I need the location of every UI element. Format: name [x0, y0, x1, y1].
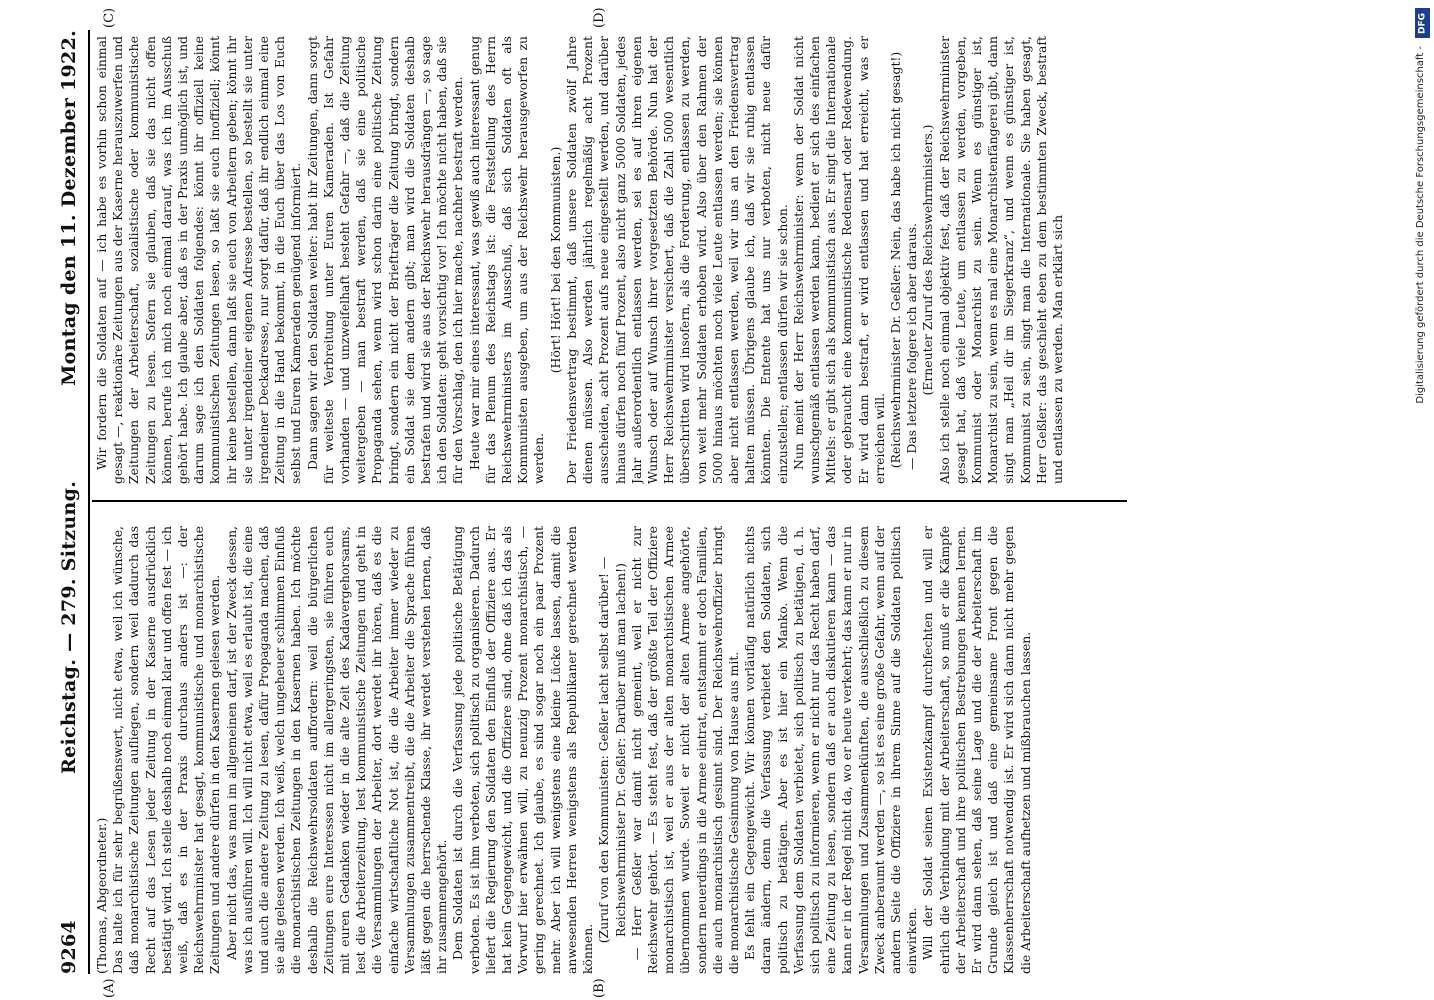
margin-letter-c: (C): [102, 7, 117, 28]
margin-letter-b: (B): [592, 978, 607, 998]
paragraph: — Herr Geßler war damit nicht gemeint, weil er nicht zur Reichswehr gehört. — Es steht fest, daß der größte Teil der Offiziere monarchistisch ist, weil er aus der alten monarchistischen Armee übernommen wurde. Soweit er nicht der alten Armee angehörte, sondern neuerdings in die Armee eintrat, entstammt er doch Familien, die auch monarchistisch gesinnt sind. Der Reichswehroffizier bringt die monarchistische Gesinnung von Hause aus mit.: [628, 526, 741, 974]
header-rule: [88, 30, 90, 974]
right-column: [94, 36, 1124, 484]
paragraph: (Thomas, Abgeordneter.): [94, 817, 109, 974]
interjection: (Zuruf von den Kommunisten: Geßler lacht selbst darüber! — Reichswehrminister Dr. Geßler: Darüber muß man lachen!): [596, 556, 628, 944]
interjection: (Hört! Hört! bei den Kommunisten.): [547, 146, 563, 374]
paragraph: Der Friedensvertrag bestimmt, daß unsere Soldaten zwölf Jahre dienen müssen. Also werden jährlich regelmäßig acht Prozent ausscheiden, acht Prozent aufs neue eingestellt werden, und darüber hinaus dürfen noch fünf Prozent, also nicht ganz 5000 Soldaten, jedes Jahr außerordentlich entlassen werden, sei es auf ihren eigenen Wunsch oder auf Wunsch ihrer vorgesetzten Behörde. Nun hat der Herr Reichswehrminister versichert, daß die Zahl 5000 wesentlich überschritten wird insofern, als die Forderung, entlassen zu werden, von weit mehr Soldaten erhoben wird. Also über den Rahmen der 5000 hinaus möchten noch viele Leute entlassen werden; sie können aber nicht entlassen werden, weil wir uns an den Friedensvertrag halten müssen. Übrigens glaube ich, daß wir sie ruhig entlassen könnten. Die Entente hat uns nur verboten, nicht neue dafür einzustellen; entlassen dürfen wir sie schon.: [563, 36, 790, 484]
paragraph: — Das letztere folgere ich aber daraus.: [904, 223, 920, 470]
newspaper-page: [52, 7, 1132, 998]
paragraph: Das halte ich für sehr begrüßenswert, nicht etwa, weil ich wünsche, daß monarchistische Zeitungen aufliegen, sondern weil dadurch das Recht auf das Lesen jeder Zeitung in der Kaserne ausdrücklich bestätigt wird. Ich stelle deshalb noch einmal klar und offen fest — ich weiß, daß es in der Praxis durchaus anders ist —: der Reichswehrminister hat gesagt, kommunistische und monarchistische Zeitungen und andere dürfen in den Kasernen gelesen werden.: [110, 526, 223, 974]
interjection: (Reichswehrminister Dr. Geßler: Nein, das habe ich nicht gesagt!): [887, 51, 903, 469]
session-date: Montag den 11. Dezember 1922.: [58, 30, 80, 386]
paragraph: Dann sagen wir den Soldaten weiter: habt ihr Zeitungen, dann sorgt für weiteste Verbreitung unter Euren Kameraden. Ist Gefahr vorhanden — und unzweifelhaft besteht Gefahr —, daß die Zeitung weitergeben — man bestraft werden, daß sie eine politische Propaganda sehen, wenn wird schon darin eine politische Zeitung bringt, sondern ein nicht der Briefträger die Zeitung bringt, sondern ein Soldat sie dem andern gibt; man wird die Soldaten deshalb bestrafen und wird sie aus der Reichswehr herausdrängen —, so sage ich den Soldaten: geht vorsichtig vor! Ich möchte nicht haben, daß sie für den Vorschlag, den ich hier mache, nachher bestraft werden.: [304, 36, 466, 484]
interjection: (Erneuter Zuruf des Reichswehrministers.): [920, 124, 936, 396]
margin-letter-d: (D): [592, 7, 607, 28]
page-header: [52, 30, 88, 974]
paragraph: Nun meint der Herr Reichswehrminister: wenn der Soldat nicht wunschgemäß entlassen werden kann, bedient er sich des einfachen Mittels: er gibt sich als kommunistisch aus. Er singt die Internationale oder gebraucht eine kommunistische Redensart oder Redewendung. Er wird dann bestraft, er wird entlassen und hat erreicht, was er erreichen will.: [790, 36, 887, 484]
paragraph: Dem Soldaten ist durch die Verfassung jede politische Betätigung verboten. Es ist ihm verboten, sich politisch zu organisieren. Dadurch liefert die Regierung den Soldaten den Einfluß der Offiziere aus. Er hat kein Gegengewicht, und die Offiziere sind, ohne daß ich das als Vorwurf hier erwähnen will, zu neunzig Prozent monarchistisch, — gering gerechnet. Ich glaube, es sind sogar noch ein paar Prozent mehr. Aber ich will wenigstens eine kleine Lücke lassen, damit die anwesenden Herren wenigstens als Republikaner gerechnet werden können.: [450, 526, 596, 974]
digitization-credit: [1415, 6, 1431, 996]
paragraph: Also ich stelle noch einmal objektiv fest, daß der Reichswehrminister gesagt hat, daß viele Leute, um entlassen zu werden, vorgeben, Kommunist oder Monarchist zu sein. Wenn es günstiger ist, Monarchist zu sein, wenn es mal eine Monarchistenfängerei gibt, dann singt man „Heil dir im Siegerkranz“, und wenn es günstiger ist, Kommunist zu sein, singt man die Internationale. Sie haben gesagt, Herr Geßler: das geschieht eben zu dem bestimmten Zweck, bestraft und entlassen zu werden. Man erklärt sich: [936, 36, 1065, 484]
credit-text: Digitalisierung gefördert durch die Deutsche Forschungsgemeinschaft -: [1415, 46, 1426, 404]
paragraph: Wir fordern die Soldaten auf — ich habe es vorhin schon einmal gesagt —, reaktionäre Zeitungen aus der Kaserne herauszuwerfen und Zeitungen der Arbeiterschaft, sozialistische oder kommunistische Zeitungen zu lesen. Sofern sie glauben, daß sie das nicht offen können, berufe ich mich noch einmal darauf, was ich im Ausschuß gehört habe. Ich glaube aber, daß es in der Praxis unmöglich ist, und darum sage ich den Soldaten folgendes: könnt ihr offiziell keine kommunistischen Zeitungen lesen, so laßt sie euch inoffiziell; könnt ihr keine bestellen, dann laßt sie euch von Arbeitern geben; könnt ihr sie unter irgendeiner eigenen Adresse bestellen, so bestellt sie unter irgendeiner Deckadresse, nur sorgt dafür, daß ihr endlich einmal eine Zeitung in die Hand bekommt, in die Euch über das Los von Euch selbst und Euren Kameraden genügend informiert.: [94, 36, 304, 484]
left-column: [94, 526, 1124, 974]
session-title: Reichstag. — 279. Sitzung.: [58, 480, 80, 774]
margin-letter-a: (A): [102, 978, 117, 998]
paragraph: Aber nicht das, was man im allgemeinen darf, ist der Zweck dessen, was ich ausführen will. Ich will nicht etwa, weil es erlaubt ist, die eine und auch die andere Zeitung zu lesen, dafür Propaganda machen, daß sie alle gelesen werden. Ich weiß, welch ungeheuer schlimmen Einfluß die monarchistischen Zeitungen in den Kasernen haben. Ich möchte deshalb die Reichswehrsoldaten auffordern: weil die bürgerlichen Zeitungen eure Interessen nicht im allergeringsten, sie führen euch mit euren Gedanken wieder in die alte Zeit des Kadavergehorsams, lest die Arbeiterzeitung, lest kommunistische Zeitungen und geht in die Versammlungen der Arbeiter, dort werdet ihr hören, daß es die einfache wirtschaftliche Not ist, die die Arbeiter immer wieder zu Versammlungen zusammentreibt, die die Arbeiter die Sprache führen läßt gegen die herrschende Klasse, ihr werdet verstehen lernen, daß ihr zusammengehört.: [223, 526, 450, 974]
page-number: 9264: [58, 919, 80, 974]
paragraph: Es fehlt ein Gegengewicht. Wir können vorläufig natürlich nichts daran ändern, denn die Verfassung verbietet den Soldaten, sich politisch zu betätigen. Aber es ist hier ein Manko. Wenn die Verfassung dem Soldaten verbietet, sich politisch zu betätigen, d. h. sich politisch zu informieren, wenn er nicht nur das Recht haben darf, eine Zeitung zu lesen, sondern daß er auch diskutieren kann — das kann er in der Regel nicht da, wo er heute verkehrt; das kann er nur in Versammlungen und Zusammenkünften, die ausschließlich zu diesem Zweck anberaumt werden —, so ist es eine große Gefahr, wenn auf der andern Seite die Offiziere in ihrem Sinne auf die Soldaten politisch einwirken.: [742, 526, 920, 974]
dfg-logo: DFG: [1415, 8, 1430, 38]
column-divider: [92, 500, 1127, 502]
paragraph: Will der Soldat seinen Existenzkampf durchfechten und will er ehrlich die Verbindung mit der Arbeiterschaft, so muß er die Kämpfe der Arbeiterschaft und ihre politischen Bestrebungen kennen lernen. Er wird dann sehen, daß seine Lage und die der Arbeiterschaft im Grunde gleich ist und daß eine gemeinsame Front gegen die Klassenherrschaft notwendig ist. Er wird sich dann nicht mehr gegen die Arbeiterschaft aufhetzen und mißbrauchen lassen.: [920, 526, 1033, 974]
paragraph: Heute war mir eines interessant, was gewiß auch interessant genug für das Plenum des Reichstags ist: die Feststellung des Herrn Reichswehrministers im Ausschuß, daß sich Soldaten oft als Kommunisten ausgeben, um aus der Reichswehr herausgeworfen zu werden.: [466, 36, 547, 484]
